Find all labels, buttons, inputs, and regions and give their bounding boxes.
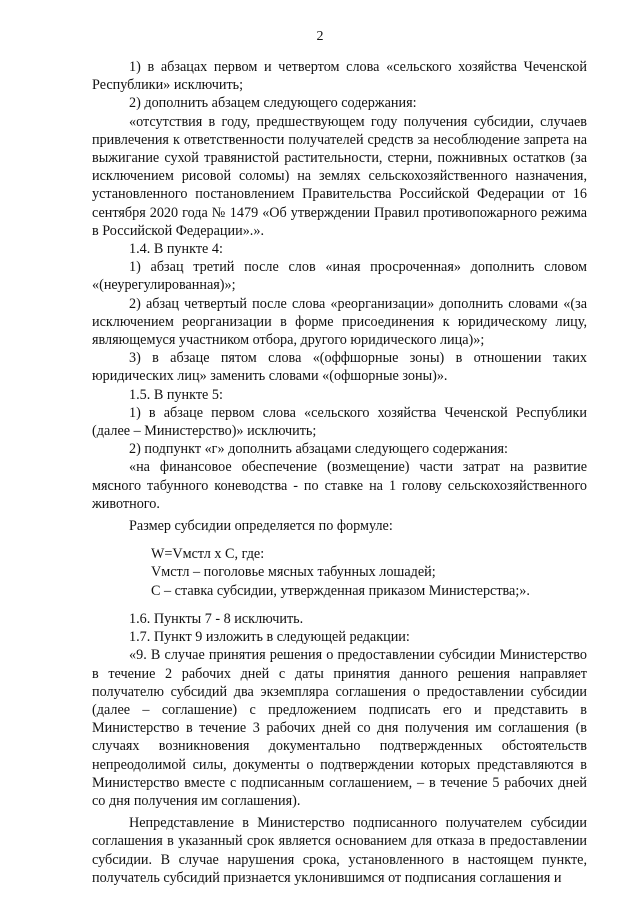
paragraph-1: 1) в абзацах первом и четвертом слова «сельского хозяйства Чеченской Республики» исключить; [92, 59, 587, 94]
paragraph-6: 2) абзац четвертый после слова «реорганизации» дополнить словами «(за исключением реорганизации в форме присоединения к юридическому лицу, являющемуся участником отбора, другого юридического лица)»; [92, 295, 587, 349]
paragraph-16: 1.6. Пункты 7 - 8 исключить. [129, 610, 304, 627]
paragraph-8: 1.5. В пункте 5: [129, 386, 223, 403]
paragraph-18: «9. В случае принятия решения о предоставлении субсидии Министерство в течение 2 рабочих дней с даты принятия данного решения направляет получателю субсидий два экземпляра соглашения о предоставлении субсидии (далее – соглашение) с предложением подписать его и представить в Министерство в течение 3 рабочих дней со дня получения им соглашения (в случаях возникновения документально подтвержденных обстоятельств непреодолимой силы, документы о подтверждении которых представляются в Министерство вместе с подписанным соглашением, – в течение 5 рабочих дней со дня получения им соглашения). [92, 647, 587, 809]
paragraph-4: 1.4. В пункте 4: [129, 241, 223, 258]
paragraph-13: W=Vмстл х С, где: [151, 546, 265, 563]
paragraph-3: «отсутствия в году, предшествующем году получения субсидии, случаев привлечения к ответственности получателей средств за несоблюдение запрета на выжигание сухой травянистой растительности, стерни, пожнивных остатков (за исключением рисовой соломы) на землях сельскохозяйственного назначения, установленного постановлением Правительства Российской Федерации от 16 сентября 2020 года № 1479 «Об утверждении Правил противопожарного режима в Российской Федерации».». [92, 113, 587, 239]
paragraph-19: Непредставление в Министерство подписанного получателем субсидии соглашения в указанный срок является основанием для отказа в предоставлении субсидии. В случае нарушения срока, установленного в настоящем пункте, получатель субсидий признается уклонившимся от подписания соглашения и [92, 815, 587, 886]
document-body [92, 58, 587, 887]
paragraph-10: 2) подпункт «г» дополнить абзацами следующего содержания: [129, 441, 508, 458]
paragraph-12: Размер субсидии определяется по формуле: [129, 518, 393, 535]
paragraph-5: 1) абзац третий после слов «иная просроченная» дополнить словом «(неурегулированная)»; [92, 259, 587, 294]
paragraph-7: 3) в абзаце пятом слова «(оффшорные зоны) в отношении таких юридических лиц» заменить словами «(офшорные зоны)». [92, 350, 587, 385]
page-number: 2 [316, 29, 324, 44]
paragraph-9: 1) в абзаце первом слова «сельского хозяйства Чеченской Республики (далее – Министерство)» исключить; [92, 404, 587, 440]
paragraph-11: «на финансовое обеспечение (возмещение) части затрат на развитие мясного табунного коневодства - по ставке на 1 голову сельскохозяйственного животного. [92, 459, 587, 512]
paragraph-15: С – ставка субсидии, утвержденная приказом Министерства;». [151, 582, 530, 599]
paragraph-2: 2) дополнить абзацем следующего содержания: [129, 95, 417, 112]
paragraph-17: 1.7. Пункт 9 изложить в следующей редакции: [129, 629, 410, 646]
paragraph-14: Vмстл – поголовье мясных табунных лошадей; [151, 564, 436, 581]
